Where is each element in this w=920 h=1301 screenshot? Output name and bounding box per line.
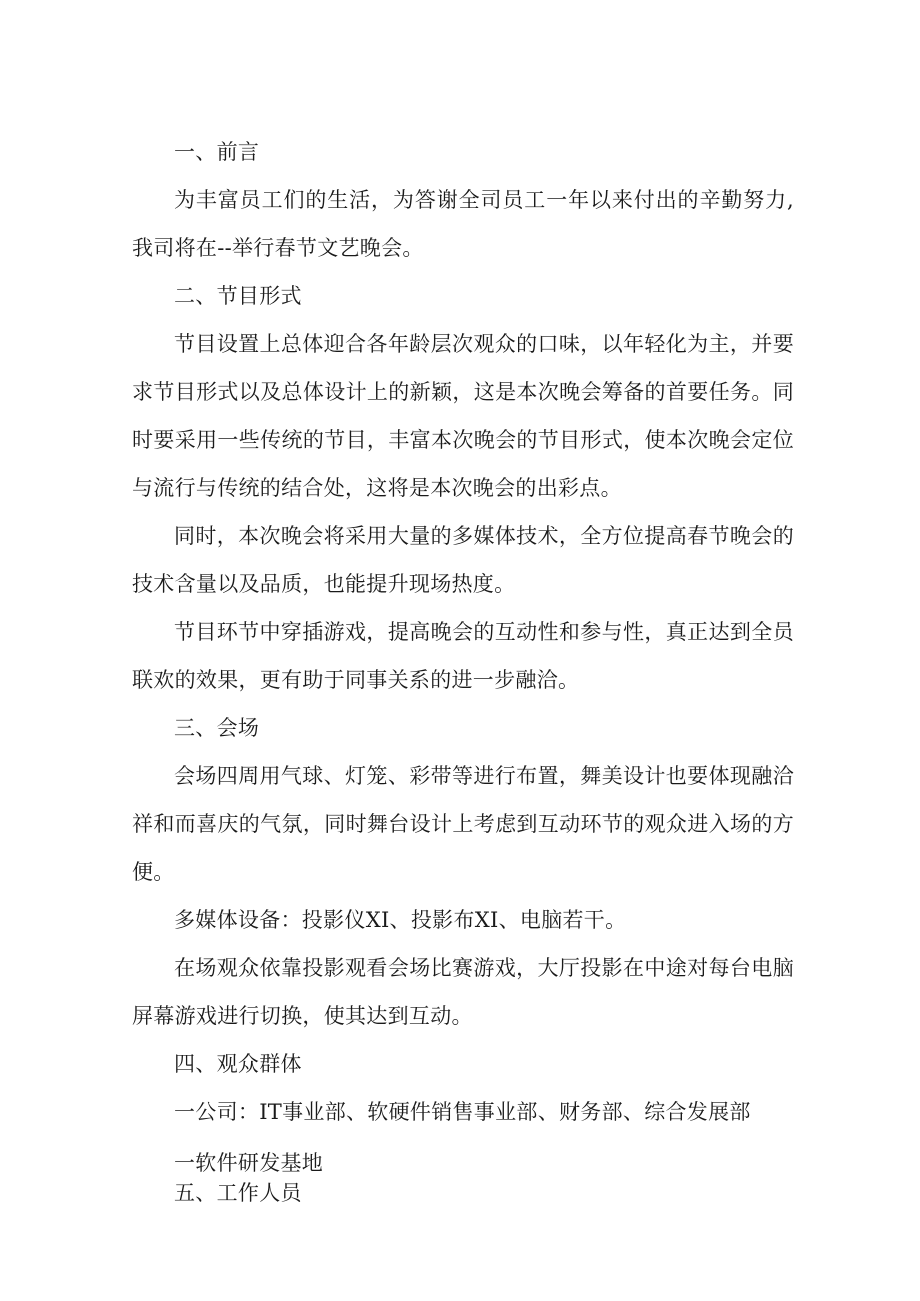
section-heading-program-format: 二、节目形式 xyxy=(174,284,302,308)
section-heading-audience: 四、观众群体 xyxy=(174,1052,302,1076)
paragraph-preface: 为丰富员工们的生活，为答谢全司员工一年以来付出的辛勤努力,我司将在--举行春节文艺晚会。 xyxy=(132,188,794,260)
paragraph-program-format-3: 节目环节中穿插游戏，提高晚会的互动性和参与性，真正达到全员联欢的效果，更有助于同事关系的进一步融洽。 xyxy=(132,620,794,692)
paragraph-venue-1: 会场四周用气球、灯笼、彩带等进行布置，舞美设计也要体现融洽祥和而喜庆的气氛，同时舞台设计上考虑到互动环节的观众进入场的方便。 xyxy=(132,764,794,884)
paragraph-venue-equipment: 多媒体设备：投影仪XI、投影布XI、电脑若干。 xyxy=(174,908,627,932)
document-body xyxy=(132,128,794,1208)
section-heading-venue: 三、会场 xyxy=(174,716,260,740)
paragraph-audience-base: 一软件研发基地 xyxy=(174,1151,324,1175)
paragraph-audience-company: 一公司：IT事业部、软硬件销售事业部、财务部、综合发展部 xyxy=(174,1100,751,1124)
section-heading-preface: 一、前言 xyxy=(174,140,260,164)
paragraph-program-format-1: 节目设置上总体迎合各年龄层次观众的口味，以年轻化为主，并要求节目形式以及总体设计上的新颖，这是本次晚会筹备的首要任务。同时要采用一些传统的节目，丰富本次晚会的节目形式，使本次晚会定位与流行与传统的结合处，这将是本次晚会的出彩点。 xyxy=(132,332,794,500)
paragraph-program-format-2: 同时，本次晚会将采用大量的多媒体技术，全方位提高春节晚会的技术含量以及品质，也能提升现场热度。 xyxy=(132,524,794,596)
paragraph-venue-3: 在场观众依靠投影观看会场比赛游戏，大厅投影在中途对每台电脑屏幕游戏进行切换，使其达到互动。 xyxy=(132,956,794,1028)
section-heading-staff: 五、工作人员 xyxy=(174,1181,302,1205)
